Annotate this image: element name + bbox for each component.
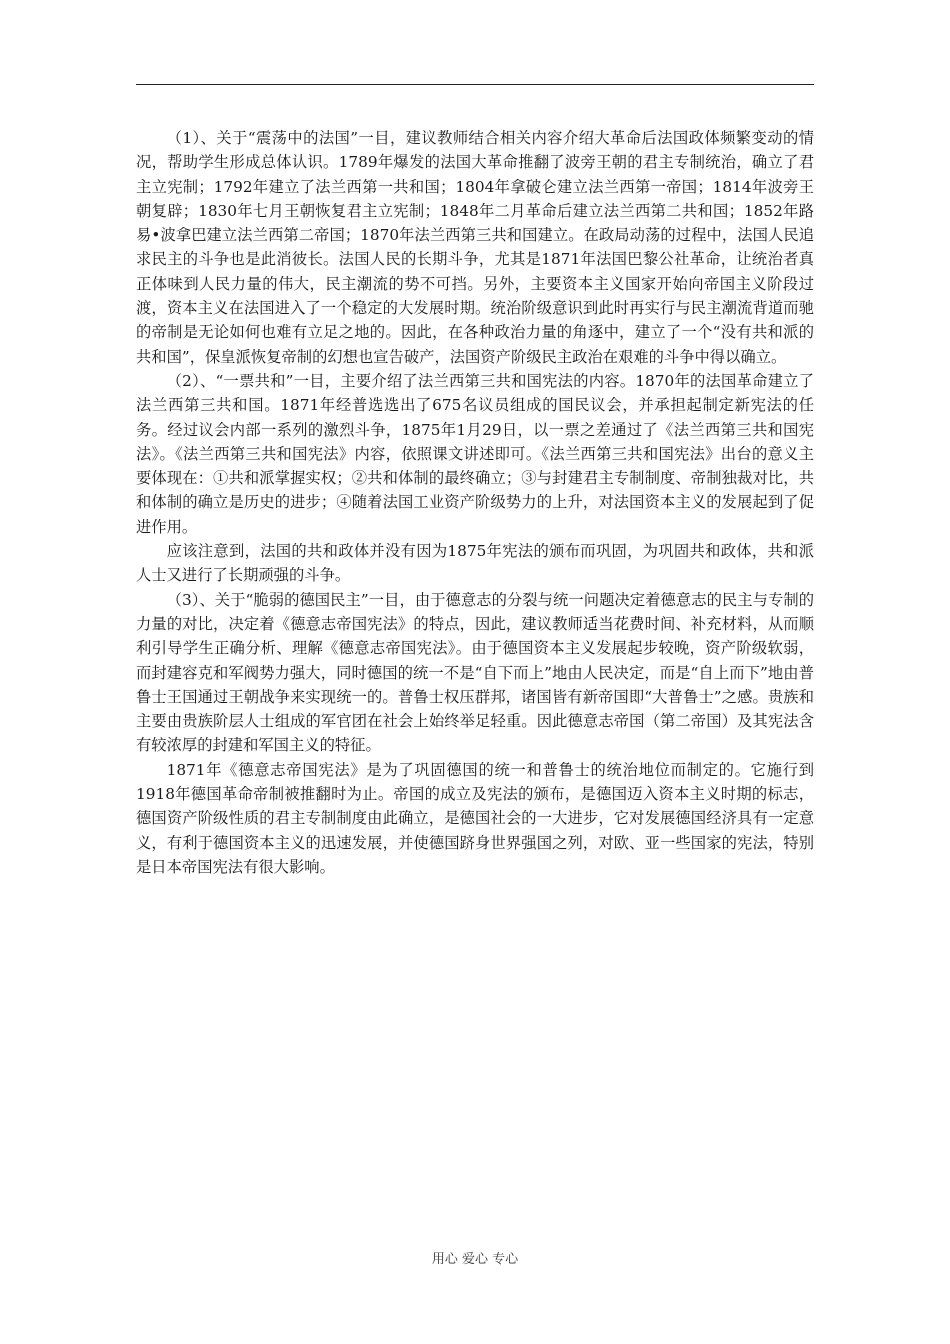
paragraph-france-turmoil: （1）、关于“震荡中的法国”一目，建议教师结合相关内容介绍大革命后法国政体频繁变动的情况，帮助学生形成总体认识。1789年爆发的法国大革命推翻了波旁王朝的君主专制统治，确立了君主立宪制；1792年建立了法兰西第一共和国；1804年拿破仑建立法兰西第一帝国；1814年波旁王朝复辟；1830年七月王朝恢复君主立宪制；1848年二月革命后建立法兰西第二共和国；1852年路易•波拿巴建立法兰西第二帝国；1870年法兰西第三共和国建立。在政局动荡的过程中，法国人民追求民主的斗争也是此消彼长。法国人民的长期斗争，尤其是1871年法国巴黎公社革命，让统治者真正体味到人民力量的伟大，民主潮流的势不可挡。另外，主要资本主义国家开始向帝国主义阶段过渡，资本主义在法国进入了一个稳定的大发展时期。统治阶级意识到此时再实行与民主潮流背道而驰的帝制是无论如何也难有立足之地的。因此，在各种政治力量的角逐中，建立了一个“没有共和派的共和国”，保皇派恢复帝制的幻想也宣告破产，法国资产阶级民主政治在艰难的斗争中得以确立。: [136, 129, 814, 366]
header-rule: [136, 84, 814, 85]
paragraph-one-vote-republic: （2）、“一票共和”一目，主要介绍了法兰西第三共和国宪法的内容。1870年的法国革命建立了法兰西第三共和国。1871年经普选选出了675名议员组成的国民议会，并承担起制定新宪法的任务。经过议会内部一系列的激烈斗争，1875年1月29日，以一票之差通过了《法兰西第三共和国宪法》。《法兰西第三共和国宪法》内容，依照课文讲述即可。《法兰西第三共和国宪法》出台的意义主要体现在：①共和派掌握实权；②共和体制的最终确立；③与封建君主专制制度、帝制独裁对比，共和体制的确立是历史的进步；④随着法国工业资产阶级势力的上升，对法国资本主义的发展起到了促进作用。: [136, 371, 814, 536]
paragraph-german-democracy: （3）、关于“脆弱的德国民主”一目，由于德意志的分裂与统一问题决定着德意志的民主与专制的力量的对比，决定着《德意志帝国宪法》的特点，因此，建议教师适当花费时间、补充材料，从而顺利引导学生正确分析、理解《德意志帝国宪法》。由于德国资本主义发展起步较晚，资产阶级软弱，而封建容克和军阀势力强大，同时德国的统一不是“自下而上”地由人民决定，而是“自上而下”地由普鲁士王国通过王朝战争来实现统一的。普鲁士权压群邦，诸国皆有新帝国即“大普鲁士”之感。贵族和主要由贵族阶层人士组成的军官团在社会上始终举足轻重。因此德意志帝国（第二帝国）及其宪法含有较浓厚的封建和军国主义的特征。: [136, 590, 814, 755]
paragraph-german-constitution: 1871年《德意志帝国宪法》是为了巩固德国的统一和普鲁士的统治地位而制定的。它施行到1918年德国革命帝制被推翻时为止。帝国的成立及宪法的颁布，是德国迈入资本主义时期的标志，德国资产阶级性质的君主专制制度由此确立，是德国社会的一大进步，它对发展德国经济具有一定意义，有利于德国资本主义的迅速发展，并使德国跻身世界强国之列，对欧、亚一些国家的宪法，特别是日本帝国宪法有很大影响。: [136, 760, 814, 876]
document-body: [136, 126, 814, 879]
page-footer: 用心 爱心 专心: [431, 1252, 519, 1267]
paragraph-republic-struggle: 应该注意到，法国的共和政体并没有因为1875年宪法的颁布而巩固，为巩固共和政体，共和派人士又进行了长期顽强的斗争。: [136, 542, 814, 585]
